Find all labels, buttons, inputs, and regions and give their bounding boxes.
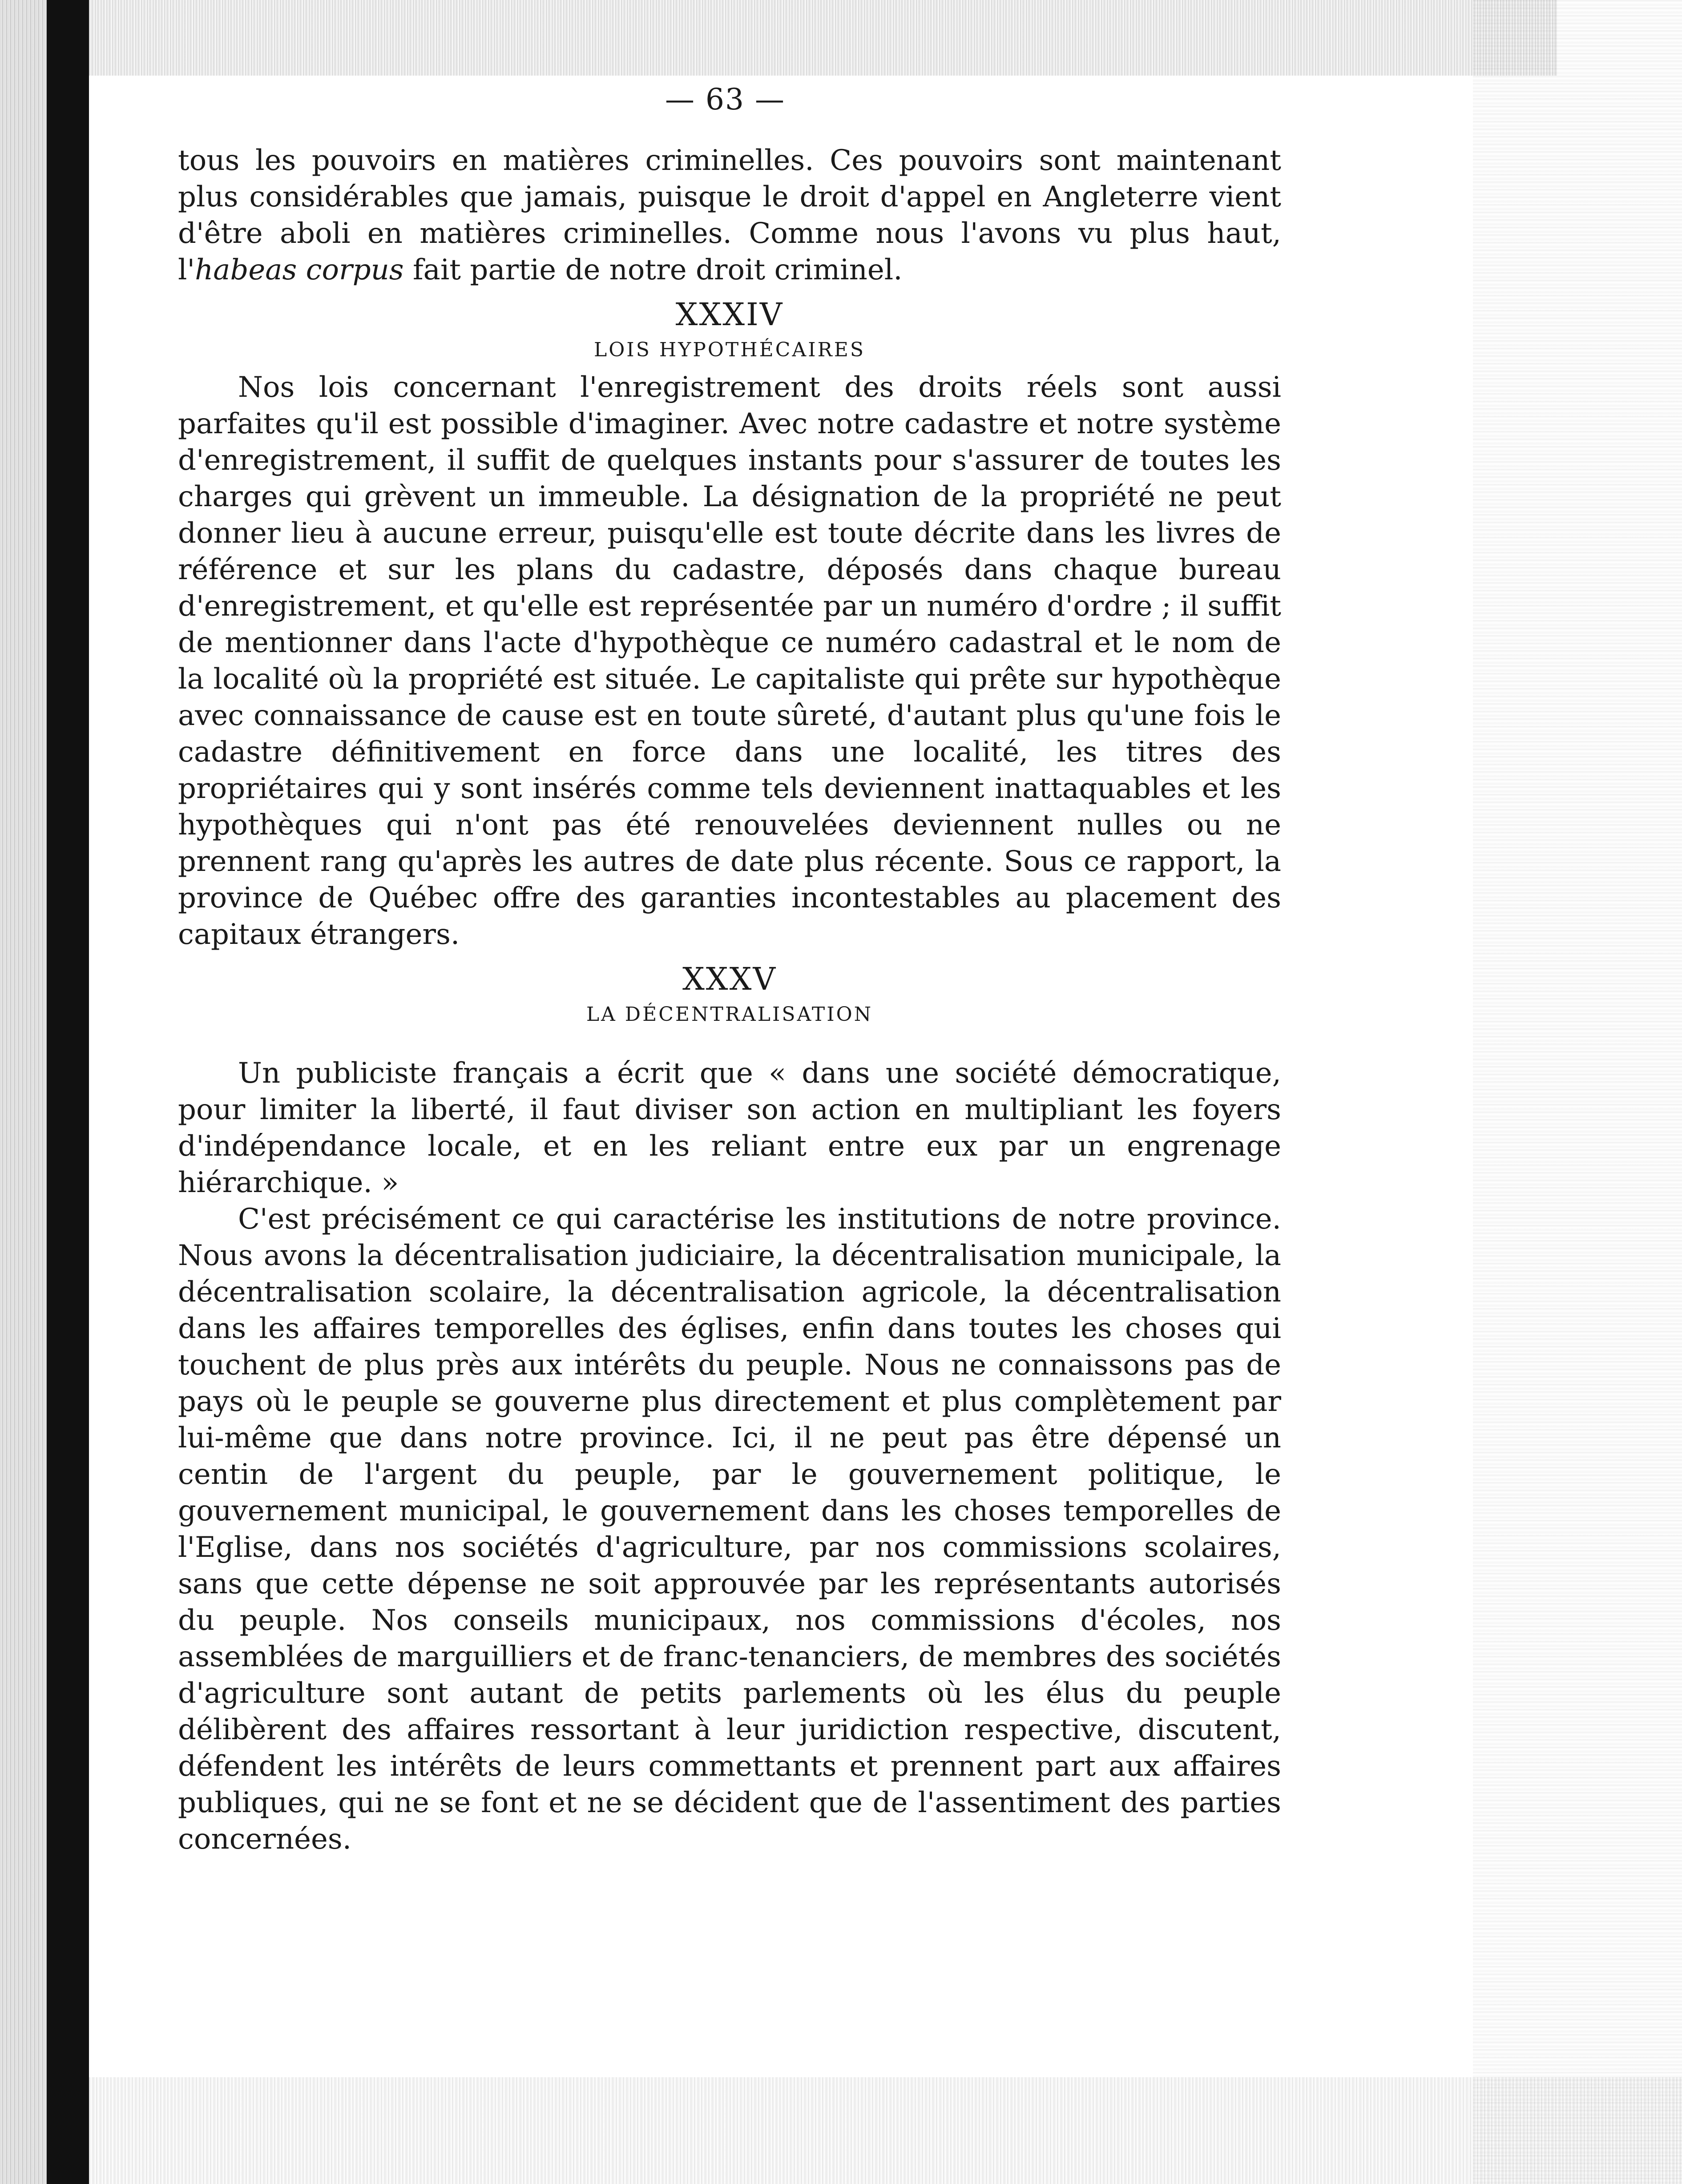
intro-paragraph (178, 142, 1281, 288)
scan-top-noise (89, 0, 1557, 76)
scan-bottom-noise (89, 2077, 1682, 2184)
intro-italic-term: habeas corpus (195, 254, 404, 286)
scan-right-edge (1473, 0, 1682, 2184)
section-35-title: LA DÉCENTRALISATION (586, 1003, 873, 1026)
scan-binding-edge (47, 0, 89, 2184)
intro-text-before: tous les pouvoirs en matières criminelles. Ces pouvoirs sont maintenant plus considérables que jamais, puisque le droit d'appel en Angleterre vient d'être aboli en matières criminelles. Comme nous l'avons vu plus haut, l' (178, 144, 1281, 286)
intro-text-after: fait partie de notre droit criminel. (403, 254, 903, 286)
section-35-number: XXXV (682, 961, 777, 997)
page-number: — 63 — (665, 82, 785, 117)
scan-binding-shadow (0, 0, 47, 2184)
section-34-paragraph: Nos lois concernant l'enregistrement des droits réels sont aussi parfaites qu'il est possible d'imaginer. Avec notre cadastre et notre système d'enregistrement, il suffit de quelques instants pour s'assurer de toutes les charges qui grèvent un immeuble. La désignation de la propriété ne peut donner lieu à aucune erreur, puisqu'elle est toute décrite dans les livres de référence et sur les plans du cadastre, déposés dans chaque bureau d'enregistrement, et qu'elle est représentée par un numéro d'ordre ; il suffit de mentionner dans l'acte d'hypothèque ce numéro cadastral et le nom de la localité où la propriété est située. Le capitaliste qui prête sur hypothèque avec connaissance de cause est en toute sûreté, d'autant plus qu'une fois le cadastre définitivement en force dans une localité, les titres des propriétaires qui y sont insérés comme tels deviennent inattaquables et les hypothèques qui n'ont pas été renouvelées deviennent nulles ou ne prennent rang qu'après les autres de date plus récente. Sous ce rapport, la province de Québec offre des garanties incontestables au placement des capitaux étrangers. (178, 371, 1281, 951)
section-34-title: LOIS HYPOTHÉCAIRES (594, 338, 865, 361)
section-spacer (178, 1034, 1281, 1055)
section-35-paragraph-2: C'est précisément ce qui caractérise les institutions de notre province. Nous avons la décentralisation judiciaire, la décentralisation municipale, la décentralisation scolaire, la décentralisation agricole, la décentralisation dans les affaires temporelles des églises, enfin dans toutes les choses qui touchent de plus près aux intérêts du peuple. Nous ne connaissons pas de pays où le peuple se gouverne plus directement et plus complètement par lui-même que dans notre province. Ici, il ne peut pas être dépensé un centin de l'argent du peuple, par le gouvernement politique, le gouvernement municipal, le gouvernement dans les choses temporelles de l'Eglise, dans nos sociétés d'agriculture, par nos commissions scolaires, sans que cette dépense ne soit approuvée par les représentants autorisés du peuple. Nos conseils municipaux, nos commissions d'écoles, nos assemblées de marguilliers et de franc-tenanciers, de membres des sociétés d'agriculture sont autant de petits parlements où les élus du peuple délibèrent des affaires ressortant à leur juridiction respective, discutent, défendent les intérêts de leurs commettants et prennent part aux affaires publiques, qui ne se font et ne se décident que de l'assentiment des parties concernées. (178, 1203, 1281, 1856)
section-35-paragraph-1: Un publiciste français a écrit que « dans une société démocratique, pour limiter la liberté, il faut diviser son action en multipliant les foyers d'indépendance locale, et en les reliant entre eux par un engrenage hiérarchique. » (178, 1057, 1281, 1199)
text-column (178, 142, 1281, 1858)
section-34-number: XXXIV (675, 296, 784, 333)
